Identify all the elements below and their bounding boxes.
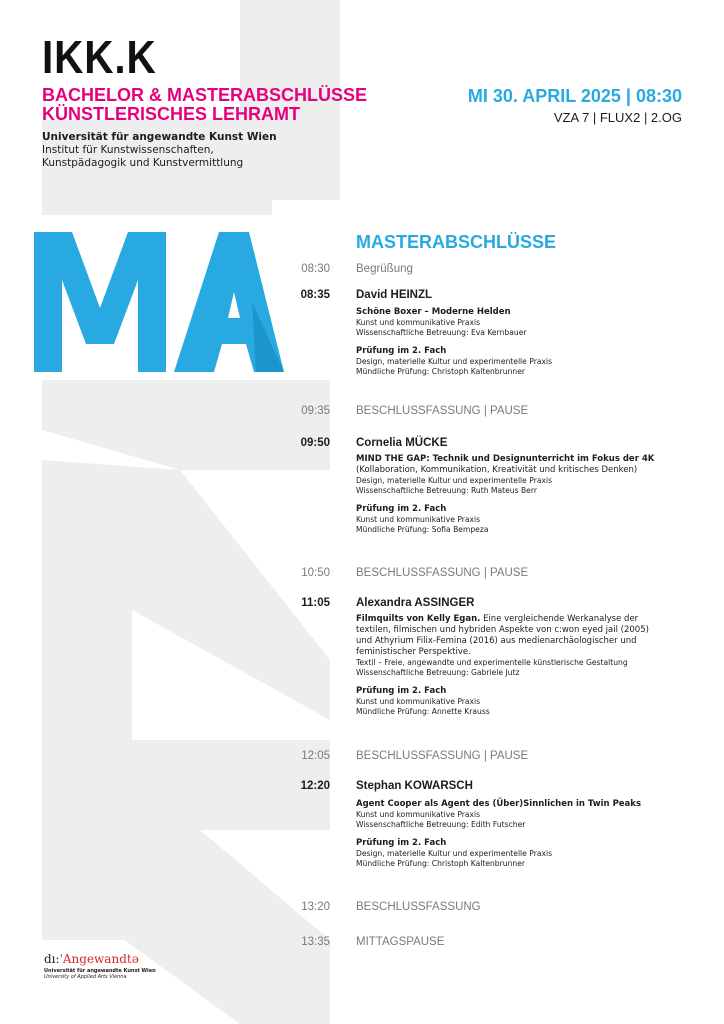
exam-line: Mündliche Prüfung: Christoph Kaltenbrunner — [356, 367, 525, 376]
exam-title: Prüfung im 2. Fach — [356, 686, 447, 696]
university-block — [42, 131, 277, 170]
schedule-time: 12:20 — [300, 780, 330, 792]
candidate-details — [356, 799, 686, 869]
schedule-time: 11:05 — [301, 597, 330, 609]
exam-line: Mündliche Prüfung: Sofia Bempeza — [356, 525, 489, 534]
exam-line: Kunst und kommunikative Praxis — [356, 697, 481, 706]
candidate-name: Alexandra ASSINGER — [356, 597, 475, 609]
exam-line: Mündliche Prüfung: Christoph Kaltenbrunner — [356, 859, 525, 868]
brand-title: IKK.K — [42, 31, 157, 83]
exam-title: Prüfung im 2. Fach — [356, 838, 447, 848]
candidate-name: Stephan KOWARSCH — [356, 780, 473, 792]
exam-line: Mündliche Prüfung: Annette Krauss — [356, 707, 490, 716]
thesis-line: Kunst und kommunikative Praxis — [356, 810, 481, 819]
thesis-title: Schöne Boxer – Moderne Helden — [356, 307, 511, 317]
schedule-time: 13:20 — [301, 901, 330, 913]
thesis-line: Wissenschaftliche Betreuung: Edith Futscher — [356, 820, 526, 829]
thesis-text — [356, 614, 656, 658]
thesis-subtitle: (Kollaboration, Kommunikation, Kreativität und kritisches Denken) — [356, 465, 638, 475]
logo-prefix: dı: — [44, 952, 60, 966]
degree-title — [42, 86, 367, 124]
schedule-label: BESCHLUSSFASSUNG | PAUSE — [356, 567, 529, 579]
thesis-description: Eine vergleichende Werkanalyse der textilen, filmischen und hybriden Aspekte von c:won eyed jail (2005) und Athyrium Filix-Femina (2016) aus medienarchäologischer und feministischer Perspektive. — [356, 614, 649, 657]
institute-line-1: Institut für Kunstwissenschaften, — [42, 144, 214, 156]
thesis-line: Textil – Freie, angewandte und experimentelle künstlerische Gestaltung — [356, 658, 628, 667]
candidate-details — [356, 307, 686, 377]
logo-wordmark — [44, 952, 156, 966]
event-location: VZA 7 | FLUX2 | 2.OG — [553, 110, 682, 125]
section-title: MASTERABSCHLÜSSE — [356, 232, 557, 252]
degree-line-1: BACHELOR & MASTERABSCHLÜSSE — [42, 85, 368, 105]
thesis-title: Agent Cooper als Agent des (Über)Sinnlichen in Twin Peaks — [356, 799, 642, 809]
schedule-time: 08:30 — [301, 263, 330, 275]
schedule-time: 10:50 — [301, 567, 330, 579]
candidate-name: Cornelia MÜCKE — [356, 437, 448, 449]
thesis-line: Wissenschaftliche Betreuung: Eva Kernbauer — [356, 328, 527, 337]
exam-line: Kunst und kommunikative Praxis — [356, 515, 481, 524]
schedule-time: 09:35 — [301, 405, 330, 417]
schedule-time: 13:35 — [301, 936, 330, 948]
exam-title: Prüfung im 2. Fach — [356, 346, 447, 356]
schedule-label: BESCHLUSSFASSUNG — [356, 901, 481, 913]
logo-caption-en: University of Applied Arts Vienna — [44, 974, 127, 980]
candidate-details — [356, 454, 686, 535]
logo-word: 'Angewandtə — [59, 952, 139, 966]
exam-line: Design, materielle Kultur und experimentelle Praxis — [356, 849, 553, 858]
university-name: Universität für angewandte Kunst Wien — [42, 131, 277, 143]
schedule-time: 08:35 — [300, 289, 330, 301]
candidate-name: David HEINZL — [356, 289, 433, 301]
thesis-title: MIND THE GAP: Technik und Designunterricht im Fokus der 4K — [356, 454, 655, 464]
thesis-line: Design, materielle Kultur und experimentelle Praxis — [356, 476, 553, 485]
candidate-details — [356, 614, 656, 717]
schedule-time: 09:50 — [300, 437, 330, 449]
university-logo — [44, 952, 156, 980]
schedule-label: BESCHLUSSFASSUNG | PAUSE — [356, 405, 529, 417]
schedule-label: BESCHLUSSFASSUNG | PAUSE — [356, 750, 529, 762]
institute-line-2: Kunstpädagogik und Kunstvermittlung — [42, 157, 244, 169]
thesis-title: Filmquilts von Kelly Egan. — [356, 614, 481, 624]
exam-title: Prüfung im 2. Fach — [356, 504, 447, 514]
schedule-time: 12:05 — [301, 750, 330, 762]
thesis-line: Wissenschaftliche Betreuung: Ruth Mateus Berr — [356, 486, 537, 495]
schedule-label: MITTAGSPAUSE — [356, 936, 445, 948]
ma-letters — [34, 222, 284, 372]
event-datetime: MI 30. APRIL 2025 | 08:30 — [467, 86, 682, 106]
logo-caption-de: Universität für angewandte Kunst Wien — [44, 968, 156, 974]
exam-line: Design, materielle Kultur und experimentelle Praxis — [356, 357, 553, 366]
thesis-line: Wissenschaftliche Betreuung: Gabriele Jutz — [356, 668, 520, 677]
thesis-line: Kunst und kommunikative Praxis — [356, 318, 481, 327]
degree-line-2: KÜNSTLERISCHES LEHRAMT — [42, 104, 301, 124]
schedule-label: Begrüßung — [356, 263, 413, 275]
